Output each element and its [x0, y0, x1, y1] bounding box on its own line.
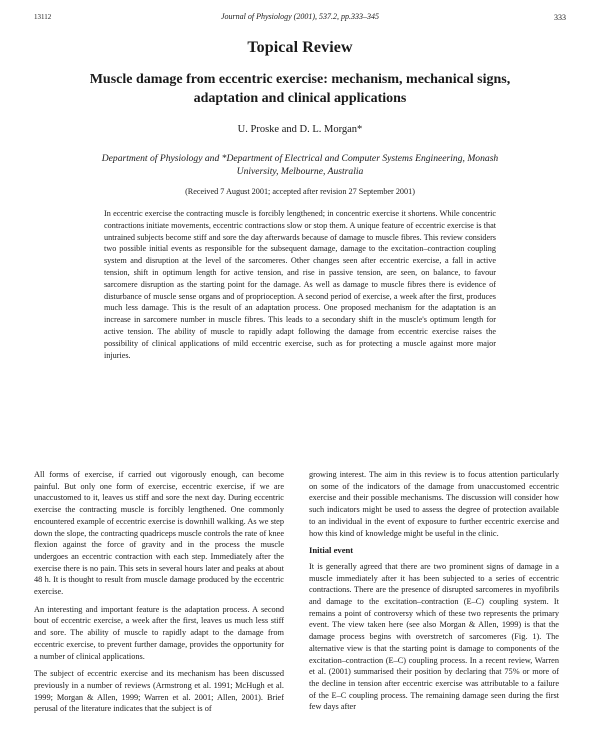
- body-paragraph: growing interest. The aim in this review is to focus attention particularly on some of the indicators of the damage from unaccustomed eccentric exercise and their possible mechanisms. The discussion will consider how such indicators might be used to assess the degree of protection available to an individual in the event of exposure to further eccentric exercise and how this kind of knowledge might be useful in the clinic.: [309, 470, 559, 538]
- page-number: 333: [554, 13, 566, 22]
- journal-citation: Journal of Physiology (2001), 537.2, pp.333–345: [221, 12, 379, 21]
- body-paragraph: All forms of exercise, if carried out vigorously enough, can become painful. But only one form of exercise, eccentric exercise, if we are unaccustomed to it, leaves us stiff and sore the next day. During eccentric exercise the contracting muscle is forcibly lengthened. One commonly encountered example of eccentric exercise is downhill walking. As we step down the slope, the contracting quadriceps muscle controls the rate of knee flexion against the force of gravity and in the process the muscle undergoes an eccentric contraction with each step. Immediately after the exercise there is no pain. This sets in several hours later and peaks at about 48 h. It is thought to result from muscle damage produced by the eccentric exercise.: [34, 470, 284, 597]
- manuscript-code: 13112: [34, 13, 52, 21]
- body-paragraph: The subject of eccentric exercise and its mechanism has been discussed previously in a number of reviews (Armstrong et al. 1991; McHugh et al. 1999; Morgan & Allen, 1999; Warren et al. 2001; Allen, 2001). Brief perusal of the literature indicates that the subject is of: [34, 669, 284, 714]
- article-title: Muscle damage from eccentric exercise: mechanism, mechanical signs, adaptation and clinical applications: [89, 72, 511, 106]
- received-dates: (Received 7 August 2001; accepted after revision 27 September 2001): [185, 187, 415, 196]
- affiliation: Department of Physiology and *Department of Electrical and Computer Systems Engineering, Monash University, Melbourne, Australia: [101, 153, 499, 177]
- abstract: In eccentric exercise the contracting muscle is forcibly lengthened; in concentric exercise it shortens. While concentric contractions initiate movements, eccentric contractions slow or stop them. A unique feature of eccentric exercise is that untrained subjects become stiff and sore the day afterwards because of damage to muscle fibres. This review considers two possible initial events as responsible for the subsequent damage, damage to the excitation–contraction coupling system and disruption at the level of the sarcomeres. Other changes seen after eccentric exercise, a fall in active tension, shift in optimum length for active tension, and rise in passive tension, are seen, on balance, to favour sarcomere disruption as the starting point for the damage. As well as damage to muscle fibres there is evidence of disturbance of muscle sense organs and of proprioception. A second period of exercise, a week after the first, produces much less damage. This is the result of an adaptation process. One proposed mechanism for the adaptation is an increase in sarcomere number in muscle fibres. This leads to a secondary shift in the muscle's optimum length for active tension. The ability of muscle to rapidly adapt following the damage from eccentric exercise raises the possibility of clinical applications of mild eccentric exercise, such as for protecting a muscle against more major injuries.: [104, 209, 496, 360]
- body-paragraph: An interesting and important feature is the adaptation process. A second bout of eccentric exercise, a week after the first, leaves us much less stiff and sore. The ability of muscle to rapidly adapt to the damage from eccentric exercise, to prevent further damage, provides the opportunity for a number of clinical applications.: [34, 604, 284, 661]
- authors: U. Proske and D. L. Morgan*: [237, 124, 363, 135]
- subheading-initial-event: Initial event: [309, 545, 354, 556]
- left-column: [34, 469, 284, 721]
- right-column: [309, 469, 559, 719]
- section-label: Topical Review: [247, 39, 353, 56]
- body-paragraph: It is generally agreed that there are two prominent signs of damage in a muscle immediately after it has been subjected to a series of eccentric contractions. There are the presence of disrupted sarcomeres in myofibrils and damage to the excitation–contraction (E–C) coupling system. It remains a point of controversy which of these two represents the primary event. The view taken here (see also Morgan & Allen, 1999) is that the damage process begins with overstretch of sarcomeres (Fig. 1). The alternative view is that the starting point is damage to components of the excitation–contraction (E–C) coupling process. In a recent review, Warren et al. (2001) summarised their position by declaring that 75% or more of the decline in tension after eccentric exercise was attributable to a failure of the E–C coupling process. The remaining damage seen during the first few days after: [309, 561, 559, 712]
